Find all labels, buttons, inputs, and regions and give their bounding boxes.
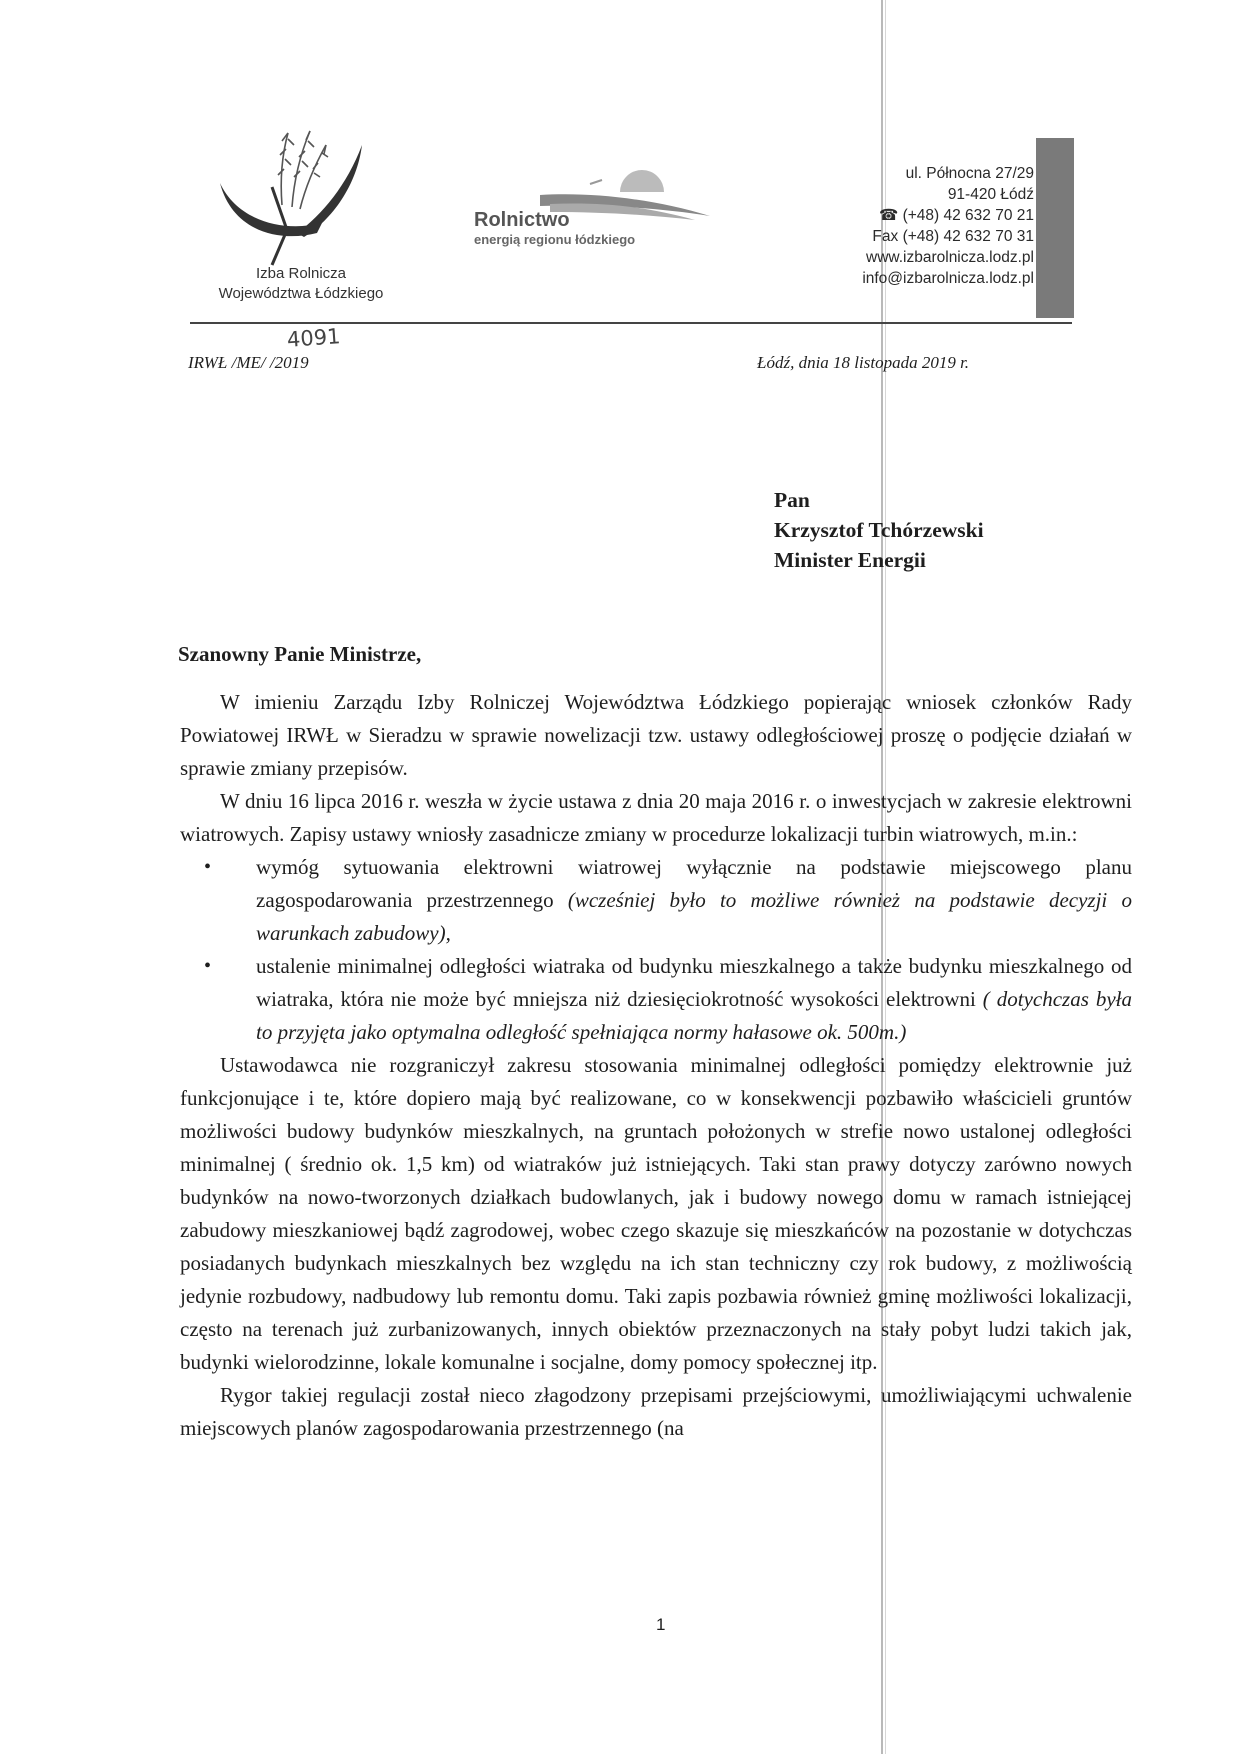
contact-postal-city: 91-420 Łódź: [947, 186, 1034, 203]
regulation-list: [180, 851, 1132, 1049]
chamber-name-line1: Izba Rolnicza: [255, 265, 347, 282]
contact-email: info@izbarolnicza.lodz.pl: [862, 270, 1034, 287]
contact-fax: Fax (+48) 42 632 70 31: [872, 228, 1034, 245]
list-item-text: ustalenie minimalnej odległości wiatraka od budynku mieszkalnego a także budynku mieszkalnego od wiatraka, która nie może być mniejsza niż dziesięciokrotność wysokości elektrowni: [256, 954, 1132, 1011]
contact-street: ul. Północna 27/29: [905, 165, 1034, 182]
letter-body: [180, 686, 1132, 1445]
paragraph-2: W dniu 16 lipca 2016 r. weszła w życie ustawa z dnia 20 maja 2016 r. o inwestycjach w zakresie elektrowni wiatrowych. Zapisy ustawy wniosły zasadnicze zmiany w procedurze lokalizacji turbin wiatrowych, m.in.:: [180, 789, 1132, 846]
paragraph-3: Ustawodawca nie rozgraniczył zakresu stosowania minimalnej odległości pomiędzy elektrownie już funkcjonujące i te, które dopiero mają być realizowane, co w konsekwencji pozbawiło właścicieli gruntów możliwości budowy budynków mieszkalnych, na gruntach położonych w strefie nowo ustalonej odległości minimalnej ( średnio ok. 1,5 km) od wiatraków już istniejących. Taki stan prawy dotyczy zarówno nowych budynków na nowo-tworzonych działkach budowlanych, jak i budowy nowego domu w ramach istniejącej zabudowy mieszkaniowej bądź zagrodowej, wobec czego skazuje się mieszkańców na pozostanie w dotychczas posiadanych budynkach mieszkalnych bez względu na ich stan techniczny czy rok budowy, z możliwością jedynie rozbudowy, nadbudowy lub remontu domu. Taki zapis pozbawia również gminę możliwości lokalizacji, często na terenach już zurbanizowanych, innych obiektów przeznaczonych na stały pobyt ludzi takich jak, budynki wielorodzinne, lokale komunalne i socjalne, domy pomocy społecznej itp.: [180, 1053, 1132, 1374]
contact-website: www.izbarolnicza.lodz.pl: [866, 249, 1034, 266]
chamber-name-line2: Województwa Łódzkiego: [218, 285, 384, 302]
scan-artifact-bar: [1036, 138, 1074, 318]
header-divider: [190, 322, 1072, 324]
addressee-title: Pan: [774, 488, 810, 512]
list-item: [256, 950, 1132, 1049]
list-item-italic: ( dotychczas była to przyjęta jako optymalna odległość spełniająca normy hałasowe ok. 500m.): [256, 987, 1132, 1044]
reference-number: IRWŁ /ME/ /2019: [188, 353, 309, 372]
salutation: Szanowny Panie Ministrze,: [178, 642, 422, 666]
paragraph-4: Rygor takiej regulacji został nieco złagodzony przepisami przejściowymi, umożliwiającymi uchwalenie miejscowych planów zagospodarowania przestrzennego (na: [180, 1383, 1132, 1440]
paragraph-1: W imieniu Zarządu Izby Rolniczej Województwa Łódzkiego popierając wniosek członków Rady Powiatowej IRWŁ w Sieradzu w sprawie nowelizacji tzw. ustawy odległościowej proszę o podjęcie działań w sprawie zmiany przepisów.: [180, 690, 1132, 780]
contact-block: [862, 163, 1034, 289]
contact-phone: ☎ (+48) 42 632 70 21: [878, 207, 1034, 224]
addressee-position: Minister Energii: [774, 548, 926, 572]
letter-date: Łódź, dnia 18 listopada 2019 r.: [757, 353, 970, 372]
list-item-italic: (wcześniej było to możliwe również na podstawie decyzji o warunkach zabudowy),: [256, 888, 1132, 945]
chamber-logo-caption: [196, 264, 406, 304]
addressee-block: [774, 485, 984, 575]
list-item-text: wymóg sytuowania elektrowni wiatrowej wyłącznie na podstawie miejscowego planu zagospodarowania przestrzennego: [256, 855, 1132, 912]
addressee-name: Krzysztof Tchórzewski: [774, 518, 984, 542]
page-number: 1: [656, 1615, 666, 1634]
handwritten-reference-number: 4091: [286, 324, 342, 352]
agriculture-logo-title: Rolnictwo: [474, 209, 570, 231]
list-item: [256, 851, 1132, 950]
agriculture-logo-subtitle: energią regionu łódzkiego: [474, 232, 636, 247]
chamber-logo: [212, 125, 372, 275]
